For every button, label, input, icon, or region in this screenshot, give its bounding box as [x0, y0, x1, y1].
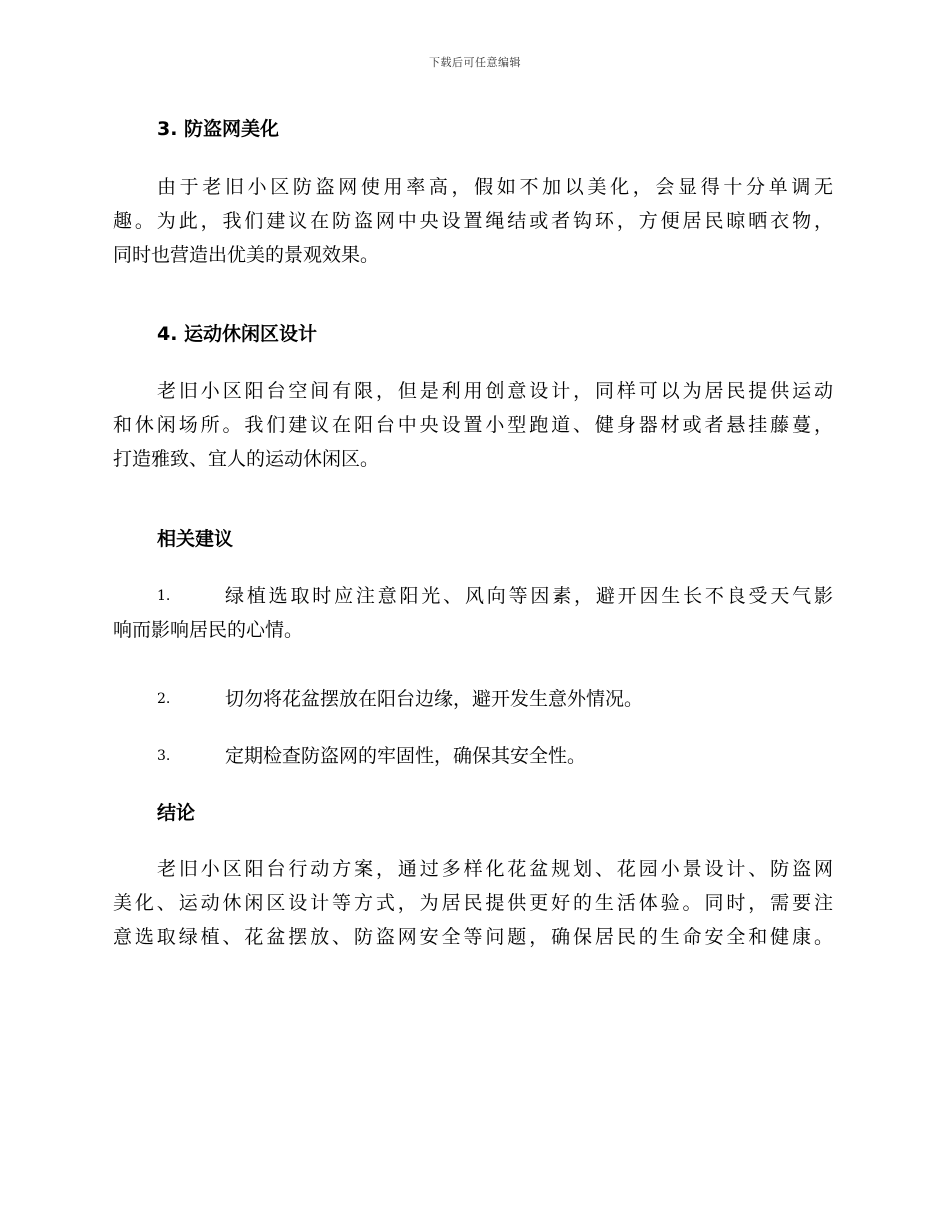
paragraph-line: 老旧小区阳台行动方案，通过多样化花盆规划、花园小景设计、防盗网	[157, 858, 833, 880]
list-item	[113, 579, 833, 647]
section-heading-sports-leisure: 4. 运动休闲区设计	[157, 323, 318, 345]
section-heading-anti-theft-net: 3. 防盗网美化	[157, 118, 280, 140]
paragraph-anti-theft-net	[113, 170, 833, 272]
section-heading-conclusion: 结论	[157, 802, 196, 824]
paragraph-line: 同时也营造出优美的景观效果。	[113, 244, 380, 266]
paragraph-line: 打造雅致、宜人的运动休闲区。	[113, 448, 380, 470]
list-number: 3.	[157, 748, 171, 764]
paragraph-line: 趣。为此，我们建议在防盗网中央设置绳结或者钩环，方便居民晾晒衣物，	[113, 210, 833, 232]
list-number: 1.	[157, 588, 171, 604]
paragraph-line: 老旧小区阳台空间有限，但是利用创意设计，同样可以为居民提供运动	[157, 380, 833, 402]
paragraph-conclusion	[113, 852, 833, 954]
list-line: 定期检查防盗网的牢固性，确保其安全性。	[225, 745, 587, 767]
page-header: 下载后可任意编辑	[429, 56, 521, 69]
paragraph-line: 和休闲场所。我们建议在阳台中央设置小型跑道、健身器材或者悬挂藤蔓，	[113, 414, 833, 436]
paragraph-line: 由于老旧小区防盗网使用率高，假如不加以美化，会显得十分单调无	[157, 176, 833, 198]
list-line: 绿植选取时应注意阳光、风向等因素，避开因生长不良受天气影	[225, 585, 833, 607]
paragraph-line: 意选取绿植、花盆摆放、防盗网安全等问题，确保居民的生命安全和健康。	[113, 926, 833, 948]
list-line: 切勿将花盆摆放在阳台边缘，避开发生意外情况。	[225, 688, 644, 710]
paragraph-line: 美化、运动休闲区设计等方式，为居民提供更好的生活体验。同时，需要注	[113, 892, 833, 914]
list-item	[113, 682, 833, 716]
list-number: 2.	[157, 691, 171, 707]
list-item	[113, 739, 833, 773]
section-heading-suggestions: 相关建议	[157, 528, 234, 550]
list-line: 响而影响居民的心情。	[113, 619, 304, 641]
paragraph-sports-leisure	[113, 374, 833, 476]
